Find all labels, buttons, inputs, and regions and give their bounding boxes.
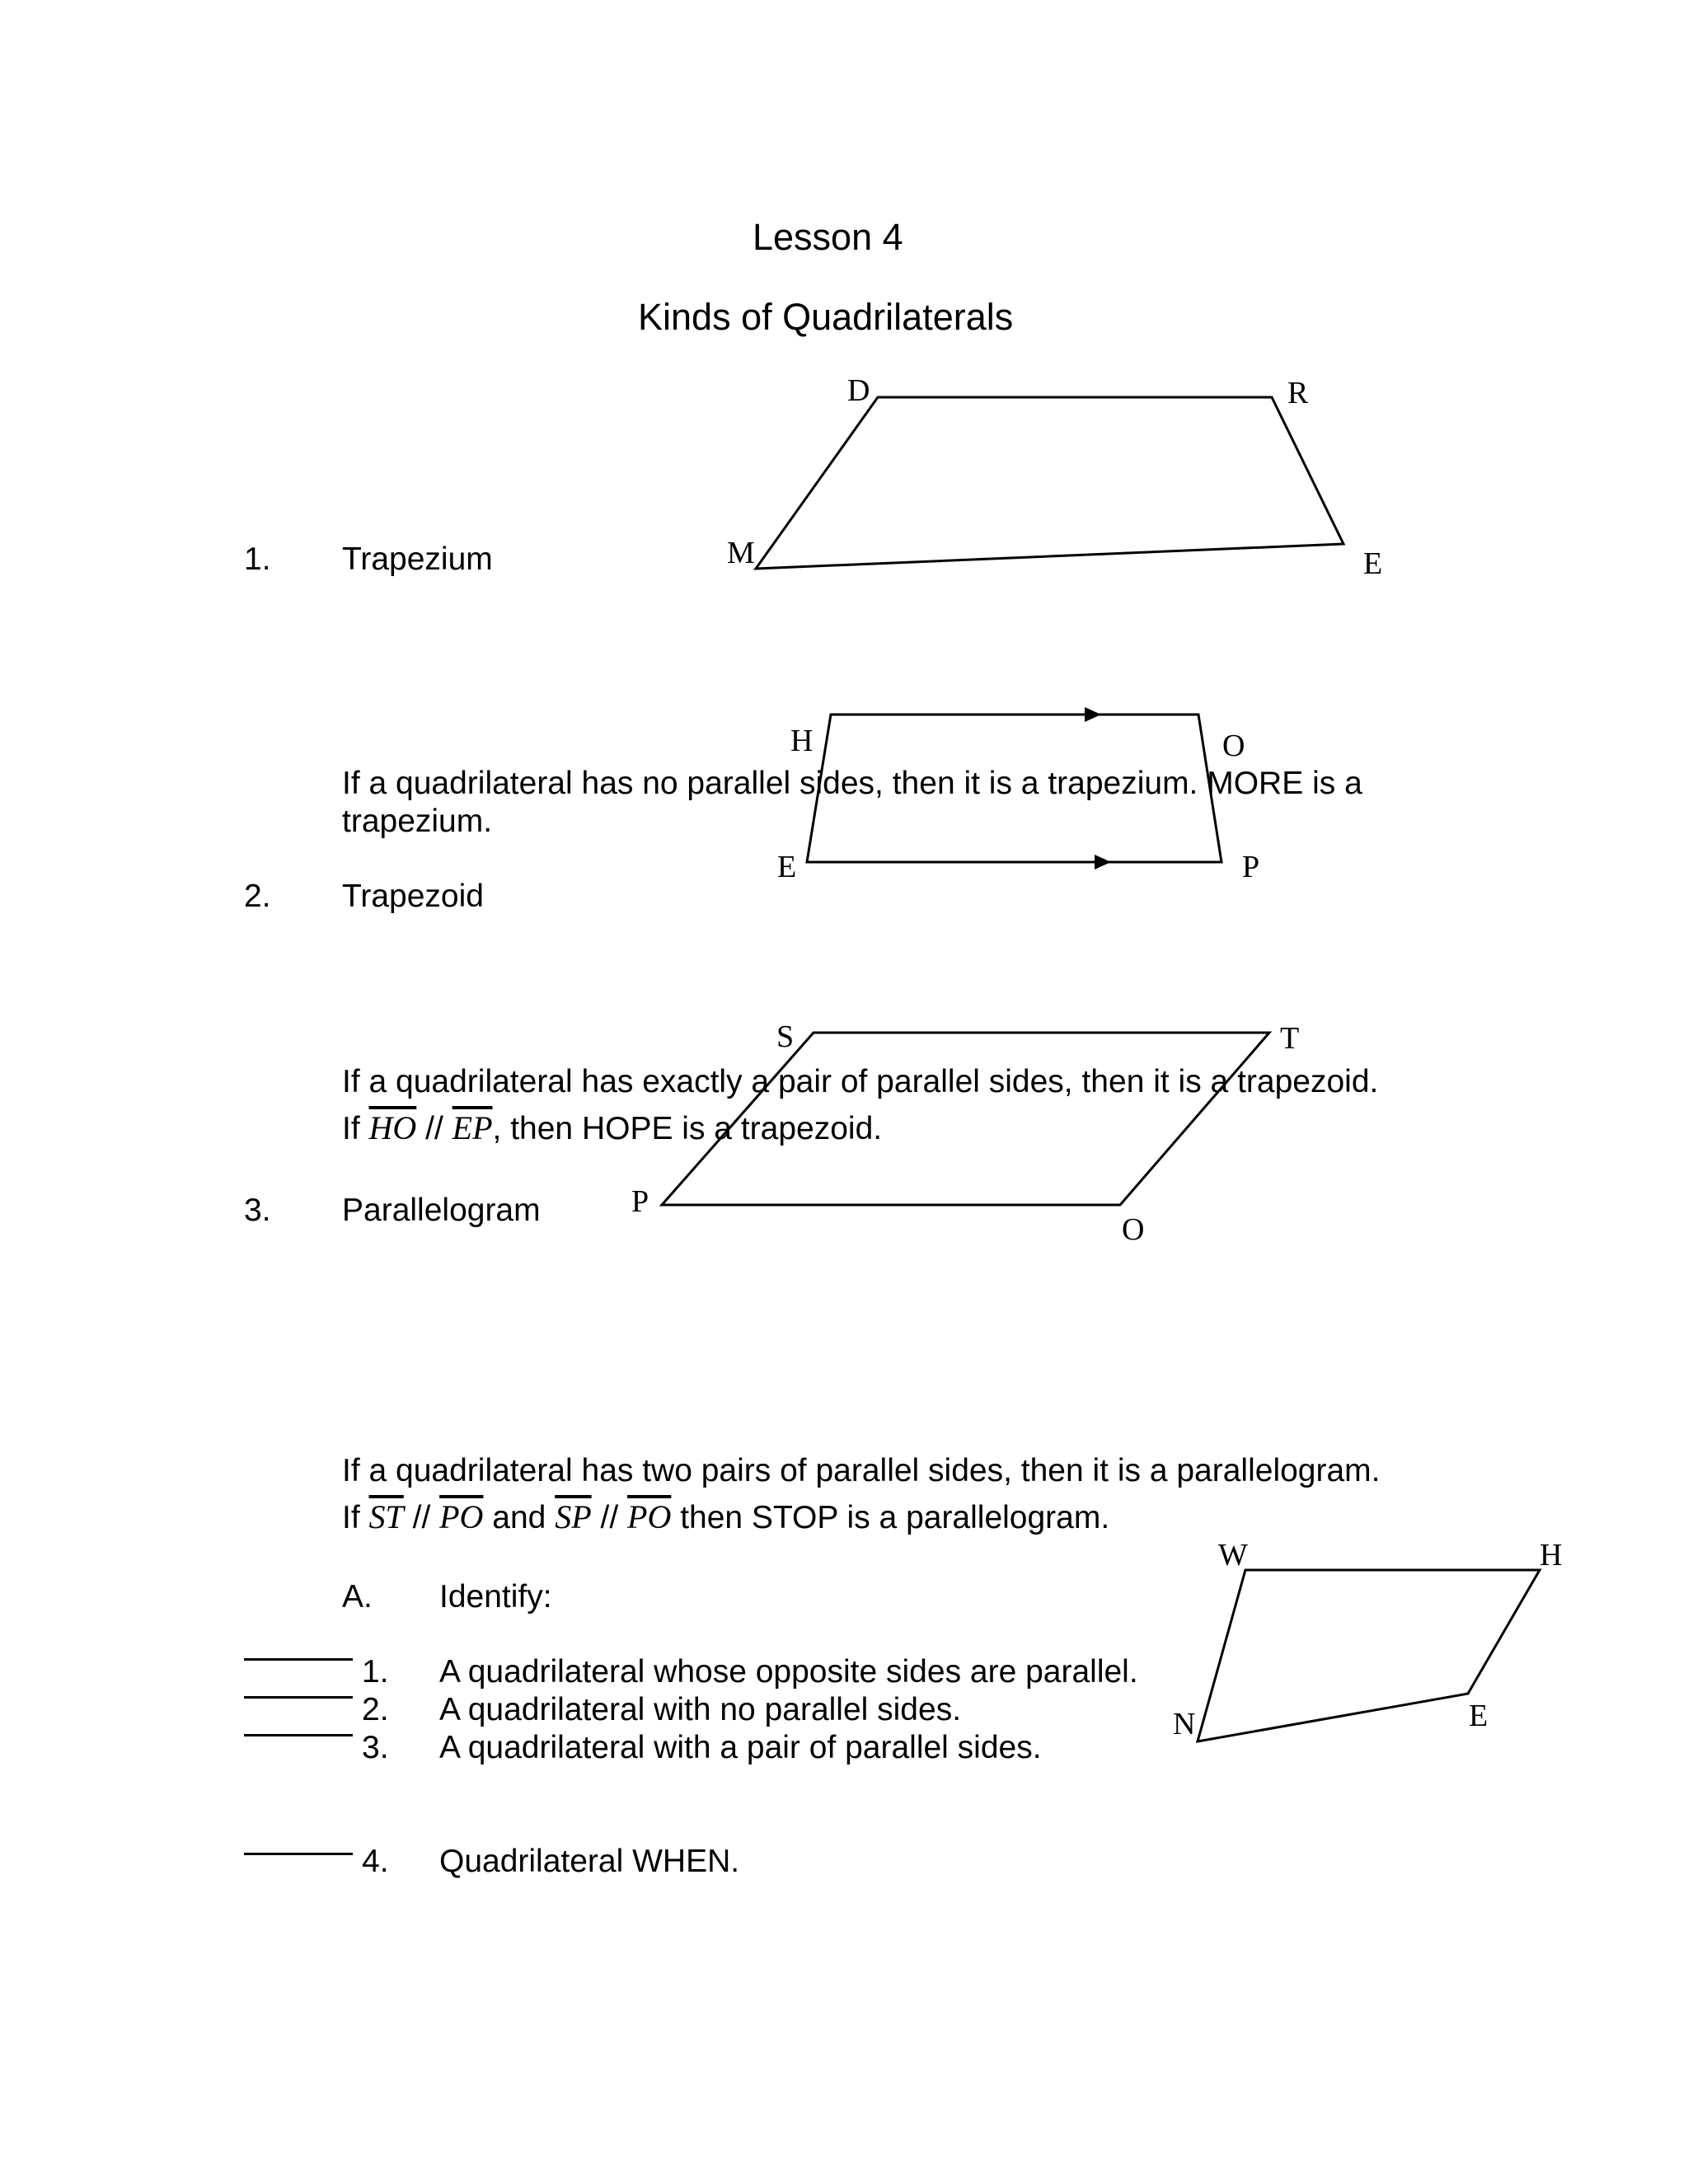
example-rest: then STOP is a parallelogram.: [680, 1500, 1110, 1535]
example-and: and: [492, 1500, 546, 1535]
parallelogram-label-s: S: [776, 1019, 795, 1054]
segment-st: $\overline{ST}$: [368, 1498, 404, 1535]
trapezium-label-m: M: [727, 536, 755, 570]
example-if: If: [342, 1500, 360, 1535]
section-3-number: 3.: [244, 1193, 271, 1228]
parallel-symbol: //: [412, 1500, 431, 1535]
section-1-definition: If a quadrilateral has no parallel sides, then it is a trapezium. MORE is a: [342, 766, 1362, 801]
parallelogram-label-t: T: [1280, 1021, 1300, 1056]
when-label-w: W: [1218, 1538, 1248, 1572]
lesson-number: Lesson 4: [753, 216, 903, 258]
trapezium-label-e: E: [1363, 546, 1383, 581]
segment-sp: $\overline{SP}$: [555, 1498, 592, 1535]
trapezium-label-d: D: [847, 373, 870, 408]
trapezoid-label-h: H: [790, 724, 814, 758]
exercise-item-4-text: Quadrilateral WHEN.: [439, 1844, 740, 1879]
parallelogram-label-p: P: [631, 1184, 649, 1219]
when-label-n: N: [1173, 1707, 1196, 1741]
segment-ho: $\overline{HO}$: [368, 1109, 417, 1146]
exercise-item-1-text: A quadrilateral whose opposite sides are parallel.: [439, 1654, 1138, 1690]
parallel-symbol: //: [425, 1111, 443, 1146]
when-label-h: H: [1540, 1538, 1563, 1572]
section-3-definition: If a quadrilateral has two pairs of parallel sides, then it is a parallelogram.: [342, 1453, 1381, 1488]
section-1-term: Trapezium: [342, 541, 493, 577]
exercise-item-1-number: 1.: [362, 1654, 389, 1690]
when-label-e: E: [1469, 1699, 1489, 1733]
example-rest: , then HOPE is a trapezoid.: [492, 1111, 883, 1146]
section-3-term: Parallelogram: [342, 1193, 541, 1228]
exercise-item-3-text: A quadrilateral with a pair of parallel sides.: [439, 1730, 1042, 1765]
segment-po-2: $\overline{PO}$: [627, 1498, 672, 1535]
parallelogram-label-o: O: [1122, 1212, 1145, 1247]
trapezoid-label-o: O: [1222, 729, 1245, 763]
section-1-definition-cont: trapezium.: [342, 804, 493, 839]
exercise-item-2-number: 2.: [362, 1692, 389, 1727]
trapezium-label-r: R: [1287, 376, 1309, 410]
section-2-definition: If a quadrilateral has exactly a pair of parallel sides, then it is a trapezoid.: [342, 1064, 1379, 1099]
trapezoid-label-p: P: [1242, 850, 1260, 884]
parallel-symbol: //: [600, 1500, 619, 1535]
trapezoid-label-e: E: [777, 850, 797, 884]
section-1-number: 1.: [244, 541, 271, 577]
exercise-item-2-text: A quadrilateral with no parallel sides.: [439, 1692, 962, 1727]
segment-ep: $\overline{EP}$: [452, 1109, 493, 1146]
section-2-number: 2.: [244, 879, 271, 914]
exercise-letter: A.: [342, 1579, 373, 1615]
section-2-term: Trapezoid: [342, 879, 484, 914]
example-if: If: [342, 1111, 360, 1146]
exercise-heading: Identify:: [439, 1579, 552, 1615]
segment-po: $\overline{PO}$: [439, 1498, 484, 1535]
exercise-item-4-number: 4.: [362, 1844, 389, 1879]
quadrilateral-when-shape: [1198, 1570, 1540, 1741]
exercise-item-3-number: 3.: [362, 1730, 389, 1765]
page-title: Kinds of Quadrilaterals: [638, 296, 1014, 338]
